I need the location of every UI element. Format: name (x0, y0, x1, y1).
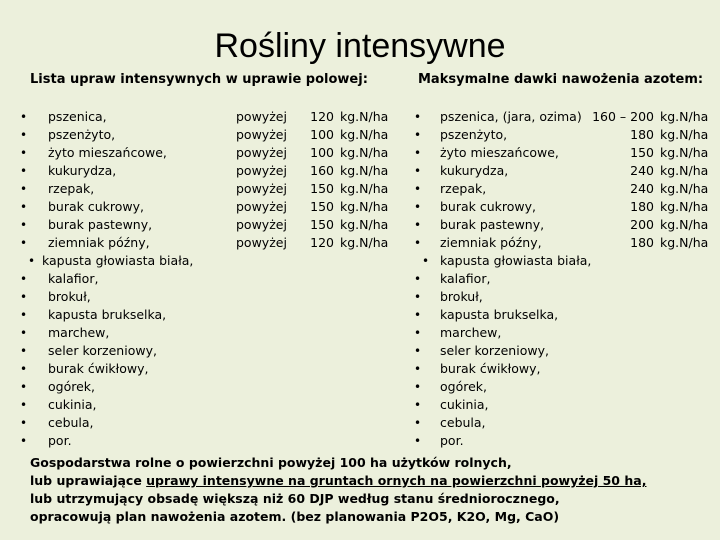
crop-name: por. (48, 433, 72, 448)
crop-name: cebula, (440, 415, 486, 430)
bullet-icon: • (414, 218, 422, 232)
right-column-heading: Maksymalne dawki nawożenia azotem: (418, 72, 704, 87)
list-item (20, 126, 400, 144)
threshold-qualifier: powyżej (236, 235, 287, 250)
max-dose-unit: kg.N/ha (660, 145, 709, 160)
max-dose-unit: kg.N/ha (660, 235, 709, 250)
crop-name: pszenica, (48, 109, 107, 124)
bullet-icon: • (414, 362, 422, 376)
bullet-icon: • (20, 344, 28, 358)
bullet-icon: • (20, 362, 28, 376)
threshold-qualifier: powyżej (236, 127, 287, 142)
list-item (20, 396, 400, 414)
threshold-qualifier: powyżej (236, 181, 287, 196)
bullet-icon: • (414, 344, 422, 358)
bullet-icon: • (414, 164, 422, 178)
crop-name: cebula, (48, 415, 94, 430)
threshold-amount: 120 (310, 109, 334, 124)
threshold-amount: 150 (310, 199, 334, 214)
bullet-icon: • (20, 146, 28, 160)
bullet-icon: • (414, 416, 422, 430)
threshold-unit: kg.N/ha (340, 127, 389, 142)
bullet-icon: • (20, 128, 28, 142)
threshold-unit: kg.N/ha (340, 109, 389, 124)
crop-name: burak pastewny, (48, 217, 153, 232)
bullet-icon: • (414, 272, 422, 286)
threshold-qualifier: powyżej (236, 199, 287, 214)
list-item (414, 198, 714, 216)
bullet-icon: • (20, 218, 28, 232)
threshold-amount: 150 (310, 217, 334, 232)
crop-name: kukurydza, (440, 163, 509, 178)
nitrogen-doses-list (414, 108, 714, 450)
list-item (414, 342, 714, 360)
list-item (414, 216, 714, 234)
bullet-icon: • (28, 254, 36, 268)
crop-name: burak pastewny, (440, 217, 545, 232)
footer-line-2 (30, 472, 710, 490)
list-item (414, 324, 714, 342)
crop-name: rzepak, (440, 181, 487, 196)
max-dose-amount: 180 (630, 127, 654, 142)
footer-line-2-prefix: lub uprawiające (30, 473, 147, 488)
list-item (20, 342, 400, 360)
page-title: Rośliny intensywne (214, 27, 506, 65)
crop-name: seler korzeniowy, (48, 343, 157, 358)
list-item (414, 360, 714, 378)
bullet-icon: • (20, 434, 28, 448)
bullet-icon: • (20, 272, 28, 286)
list-item (414, 270, 714, 288)
bullet-icon: • (414, 434, 422, 448)
max-dose-unit: kg.N/ha (660, 163, 709, 178)
list-item (414, 378, 714, 396)
crop-name: ogórek, (440, 379, 487, 394)
footer-line-3: lub utrzymujący obsadę większą niż 60 DJP według stanu średniorocznego, (30, 491, 560, 506)
bullet-icon: • (414, 110, 422, 124)
bullet-icon: • (20, 182, 28, 196)
list-item (414, 252, 714, 270)
threshold-qualifier: powyżej (236, 163, 287, 178)
bullet-icon: • (20, 398, 28, 412)
crop-name: seler korzeniowy, (440, 343, 549, 358)
crop-name: marchew, (48, 325, 110, 340)
bullet-icon: • (414, 146, 422, 160)
list-item (20, 144, 400, 162)
crop-name: cukinia, (440, 397, 489, 412)
footer-note (30, 454, 710, 526)
bullet-icon: • (414, 182, 422, 196)
bullet-icon: • (20, 290, 28, 304)
threshold-qualifier: powyżej (236, 217, 287, 232)
crop-name: żyto mieszańcowe, (440, 145, 559, 160)
list-item (414, 234, 714, 252)
threshold-unit: kg.N/ha (340, 181, 389, 196)
max-dose-amount: 240 (630, 163, 654, 178)
list-item (20, 216, 400, 234)
bullet-icon: • (20, 200, 28, 214)
crop-name: żyto mieszańcowe, (48, 145, 167, 160)
max-dose-amount: 240 (630, 181, 654, 196)
list-item (20, 234, 400, 252)
list-item (20, 324, 400, 342)
footer-line-4: opracowują plan nawożenia azotem. (bez planowania P2O5, K2O, Mg, CaO) (30, 509, 560, 524)
crop-name: kapusta głowiasta biała, (42, 253, 194, 268)
bullet-icon: • (414, 200, 422, 214)
footer-line-1: Gospodarstwa rolne o powierzchni powyżej 100 ha użytków rolnych, (30, 455, 512, 470)
crop-name: burak ćwikłowy, (48, 361, 149, 376)
crop-name: burak ćwikłowy, (440, 361, 541, 376)
list-item (20, 288, 400, 306)
list-item (20, 378, 400, 396)
threshold-unit: kg.N/ha (340, 235, 389, 250)
crop-name: kalafior, (48, 271, 99, 286)
threshold-unit: kg.N/ha (340, 163, 389, 178)
bullet-icon: • (422, 254, 430, 268)
list-item (20, 414, 400, 432)
bullet-icon: • (20, 380, 28, 394)
bullet-icon: • (20, 164, 28, 178)
bullet-icon: • (20, 326, 28, 340)
crop-name: kukurydza, (48, 163, 117, 178)
max-dose-amount: 200 (630, 217, 654, 232)
crop-name: cukinia, (48, 397, 97, 412)
max-dose-unit: kg.N/ha (660, 217, 709, 232)
bullet-icon: • (414, 236, 422, 250)
list-item (414, 396, 714, 414)
list-item (414, 306, 714, 324)
max-dose-unit: kg.N/ha (660, 109, 709, 124)
bullet-icon: • (20, 308, 28, 322)
crop-name: ogórek, (48, 379, 95, 394)
crop-name: ziemniak późny, (440, 235, 542, 250)
threshold-amount: 100 (310, 127, 334, 142)
crop-name: brokuł, (440, 289, 483, 304)
left-column-heading: Lista upraw intensywnych w uprawie polowej: (30, 72, 368, 87)
crop-name: kapusta brukselka, (48, 307, 167, 322)
max-dose-amount: 180 (630, 235, 654, 250)
list-item (414, 288, 714, 306)
max-dose-unit: kg.N/ha (660, 127, 709, 142)
max-dose-amount: 150 (630, 145, 654, 160)
list-item (414, 126, 714, 144)
threshold-unit: kg.N/ha (340, 217, 389, 232)
list-item (20, 270, 400, 288)
list-item (20, 162, 400, 180)
bullet-icon: • (414, 326, 422, 340)
crop-name: brokuł, (48, 289, 91, 304)
list-item (414, 432, 714, 450)
footer-line-2-underlined: uprawy intensywne na gruntach ornych na powierzchni powyżej 50 ha, (146, 473, 647, 488)
list-item (20, 306, 400, 324)
threshold-unit: kg.N/ha (340, 145, 389, 160)
threshold-qualifier: powyżej (236, 109, 287, 124)
threshold-amount: 160 (310, 163, 334, 178)
crop-name: kalafior, (440, 271, 491, 286)
crop-name: marchew, (440, 325, 502, 340)
list-item (20, 108, 400, 126)
bullet-icon: • (20, 236, 28, 250)
crop-name: kapusta głowiasta biała, (440, 253, 592, 268)
threshold-unit: kg.N/ha (340, 199, 389, 214)
list-item (20, 432, 400, 450)
threshold-amount: 100 (310, 145, 334, 160)
bullet-icon: • (414, 308, 422, 322)
crop-name: pszenżyto, (440, 127, 508, 142)
max-dose-amount: 180 (630, 199, 654, 214)
crop-name: pszenżyto, (48, 127, 116, 142)
crop-name: burak cukrowy, (48, 199, 145, 214)
list-item (414, 144, 714, 162)
intensive-crops-list (20, 108, 400, 450)
crop-name: pszenica, (jara, ozima) (440, 109, 582, 124)
list-item (20, 180, 400, 198)
list-item (20, 198, 400, 216)
list-item (414, 108, 714, 126)
bullet-icon: • (414, 398, 422, 412)
bullet-icon: • (414, 290, 422, 304)
threshold-amount: 120 (310, 235, 334, 250)
threshold-amount: 150 (310, 181, 334, 196)
crop-name: rzepak, (48, 181, 95, 196)
max-dose-unit: kg.N/ha (660, 181, 709, 196)
crop-name: por. (440, 433, 464, 448)
list-item (20, 360, 400, 378)
crop-name: burak cukrowy, (440, 199, 537, 214)
crop-name: kapusta brukselka, (440, 307, 559, 322)
max-dose-unit: kg.N/ha (660, 199, 709, 214)
list-item (414, 414, 714, 432)
bullet-icon: • (20, 416, 28, 430)
threshold-qualifier: powyżej (236, 145, 287, 160)
bullet-icon: • (414, 380, 422, 394)
list-item (414, 162, 714, 180)
crop-name: ziemniak późny, (48, 235, 150, 250)
max-dose-amount: 160 – 200 (592, 109, 654, 124)
list-item (20, 252, 400, 270)
bullet-icon: • (20, 110, 28, 124)
bullet-icon: • (414, 128, 422, 142)
list-item (414, 180, 714, 198)
